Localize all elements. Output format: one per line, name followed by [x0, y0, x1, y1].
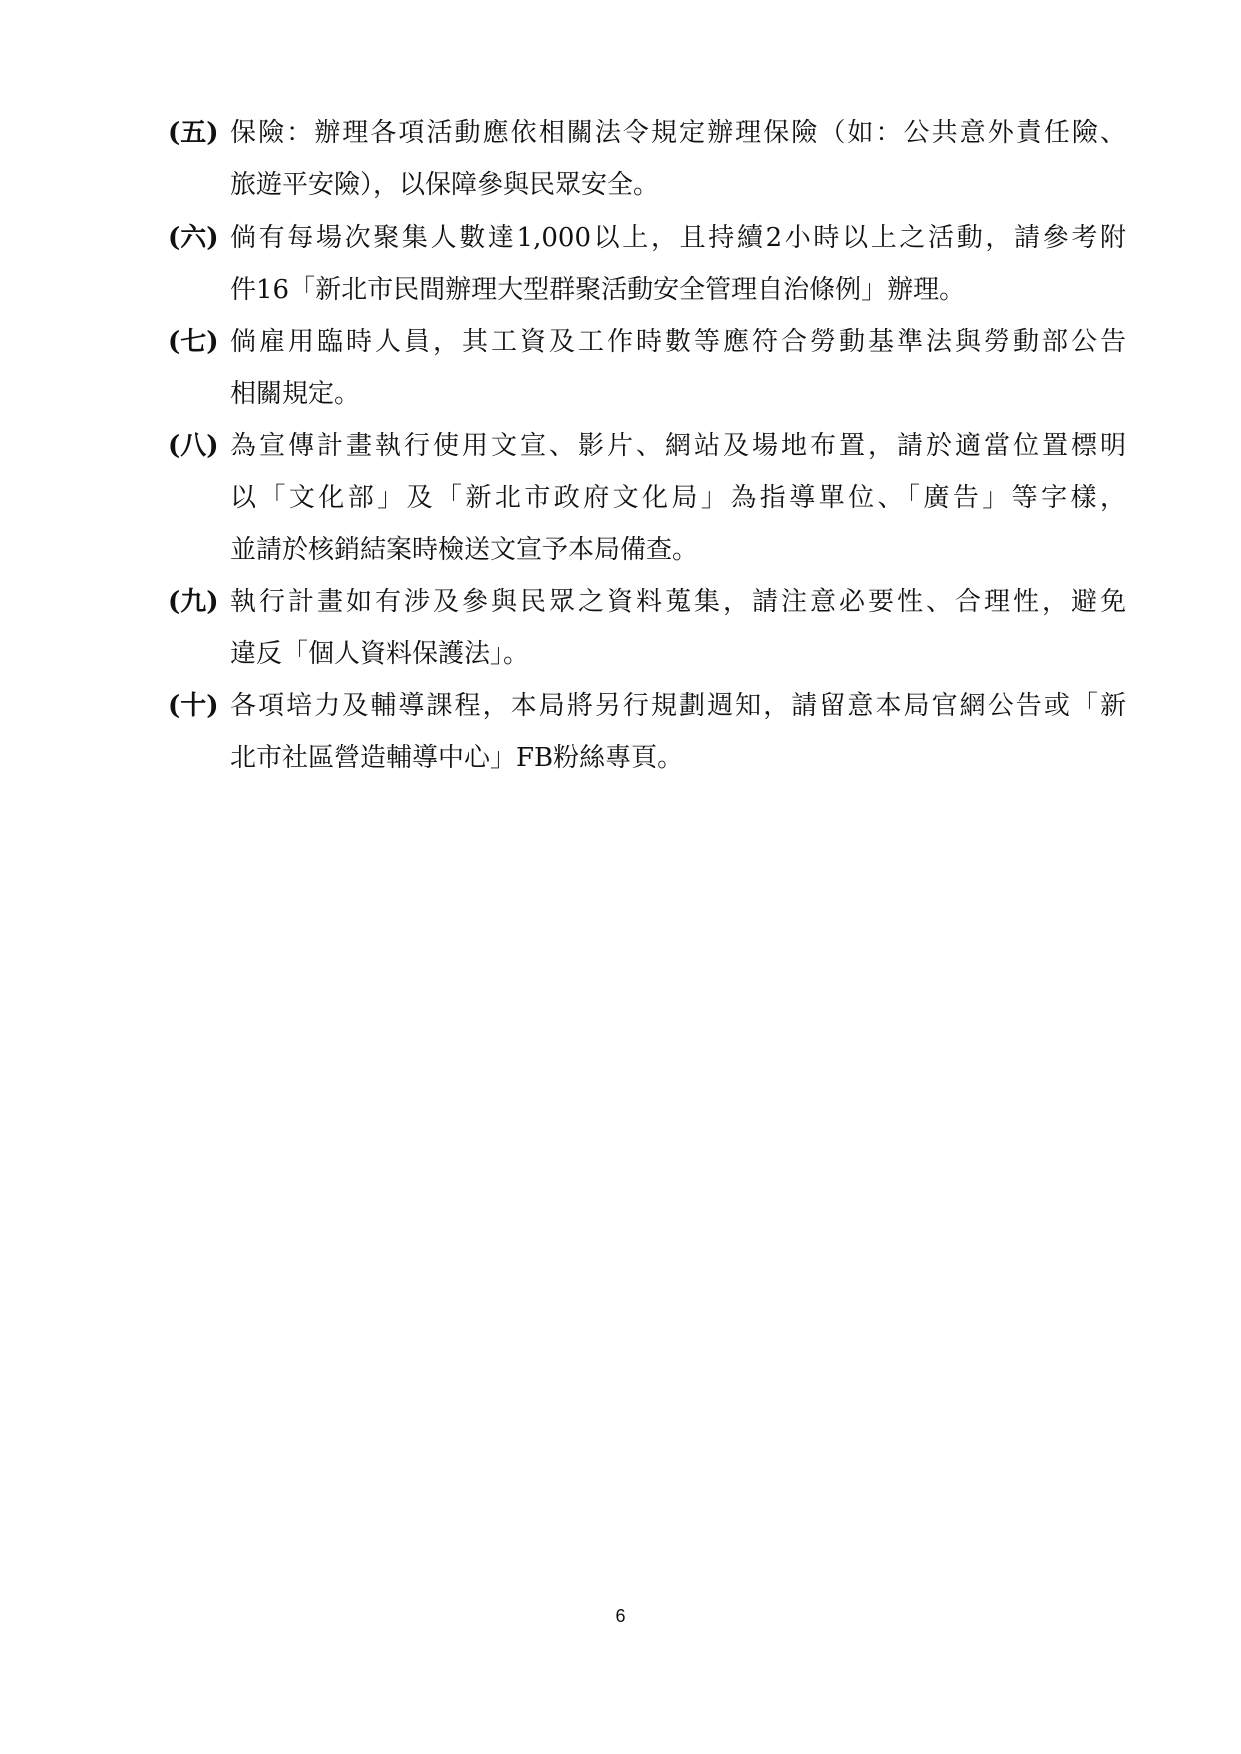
item-line: 為宣傳計畫執行使用文宣、影片、網站及場地布置，請於適當位置標明 — [230, 431, 1126, 461]
item-10 — [168, 680, 1126, 784]
item-label: (九) — [168, 587, 219, 617]
item-line: 各項培力及輔導課程，本局將另行規劃週知，請留意本局官網公告或「新 — [230, 691, 1126, 721]
item-7 — [168, 316, 1126, 420]
item-line: 並請於核銷結案時檢送文宣予本局備查。 — [230, 535, 699, 565]
item-label: (十) — [168, 691, 219, 721]
item-5 — [168, 107, 1126, 211]
item-line: 旅遊平安險），以保障參與民眾安全。 — [230, 170, 660, 200]
item-line: 相關規定。 — [230, 379, 361, 409]
item-label: (七) — [168, 327, 219, 357]
item-line: 違反「個人資料保護法」。 — [230, 639, 530, 669]
item-line: 北市社區營造輔導中心」FB粉絲專頁。 — [230, 743, 684, 773]
page-number: 6 — [615, 1606, 626, 1626]
item-label: (五) — [168, 118, 219, 148]
item-line: 執行計畫如有涉及參與民眾之資料蒐集，請注意必要性、合理性，避免 — [230, 587, 1126, 617]
item-line: 倘有每場次聚集人數達1,000以上，且持續2小時以上之活動，請參考附 — [230, 223, 1126, 253]
item-label: (八) — [168, 431, 219, 461]
item-line: 件16「新北市民間辦理大型群聚活動安全管理自治條例」辦理。 — [230, 275, 966, 305]
item-label: (六) — [168, 223, 219, 253]
item-line: 以「文化部」及「新北市政府文化局」為指導單位、「廣告」等字樣， — [230, 483, 1126, 513]
item-6 — [168, 212, 1126, 316]
item-8 — [168, 420, 1126, 576]
item-line: 倘雇用臨時人員，其工資及工作時數等應符合勞動基準法與勞動部公告 — [230, 327, 1126, 357]
item-line: 保險：辦理各項活動應依相關法令規定辦理保險（如：公共意外責任險、 — [230, 118, 1126, 148]
item-9 — [168, 576, 1126, 680]
